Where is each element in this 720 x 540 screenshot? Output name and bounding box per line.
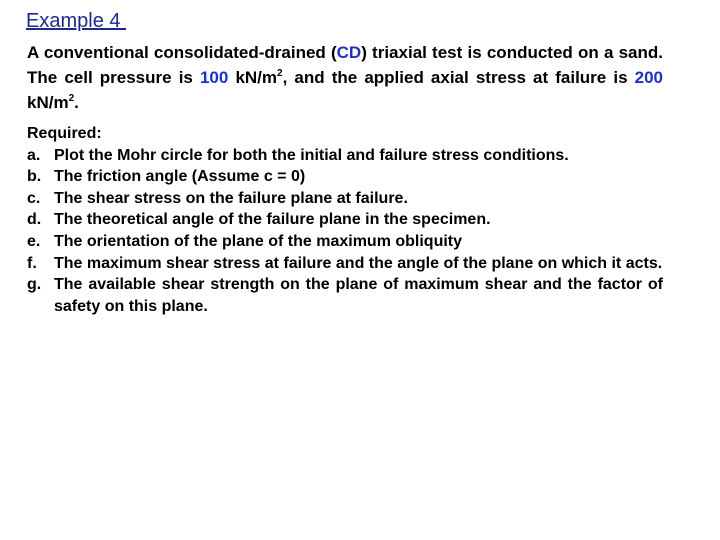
intro-text-6: .: [74, 93, 79, 112]
item-text: The shear stress on the failure plane at failure.: [54, 189, 408, 207]
item-text: The available shear strength on the plane of maximum shear and the factor of safety on this plane.: [54, 276, 663, 315]
intro-text-2: ) triaxial test is conducted on a sand. The cell pressure is: [27, 43, 663, 87]
item-text: The orientation of the plane of the maximum obliquity: [54, 232, 463, 250]
item-text: The friction angle (Assume c = 0): [54, 168, 306, 186]
list-item: [27, 274, 663, 317]
unit-exponent-1: 2: [277, 68, 283, 79]
list-item: [27, 188, 663, 210]
item-marker: g.: [27, 276, 42, 294]
item-marker: c.: [27, 189, 41, 207]
intro-text-3: kN/m: [228, 68, 278, 87]
intro-text-1: A conventional consolidated-drained (: [27, 43, 337, 62]
item-marker: d.: [27, 211, 42, 229]
required-section: [27, 123, 663, 317]
required-list: [27, 145, 663, 318]
example-title: Example 4: [26, 10, 127, 32]
list-item: [27, 253, 663, 275]
list-item: [27, 145, 663, 167]
problem-statement: [27, 40, 663, 115]
list-item: [27, 209, 663, 231]
cd-abbreviation: CD: [336, 43, 362, 62]
item-marker: b.: [27, 168, 42, 186]
unit-exponent-2: 2: [68, 93, 75, 104]
item-marker: f.: [27, 254, 37, 272]
intro-text-4: , and the applied axial stress at failure is: [282, 68, 635, 87]
cell-pressure-value: 100: [199, 68, 229, 87]
item-text: Plot the Mohr circle for both the initial and failure stress conditions.: [54, 146, 569, 164]
item-text: The theoretical angle of the failure plane in the specimen.: [54, 211, 491, 229]
intro-text-5: kN/m: [27, 93, 69, 112]
item-text: The maximum shear stress at failure and the angle of the plane on which it acts.: [54, 254, 663, 272]
required-heading: Required:: [27, 125, 102, 142]
item-marker: a.: [27, 146, 41, 164]
axial-stress-value: 200: [634, 68, 663, 87]
item-marker: e.: [27, 232, 41, 250]
list-item: [27, 166, 663, 188]
list-item: [27, 231, 663, 253]
